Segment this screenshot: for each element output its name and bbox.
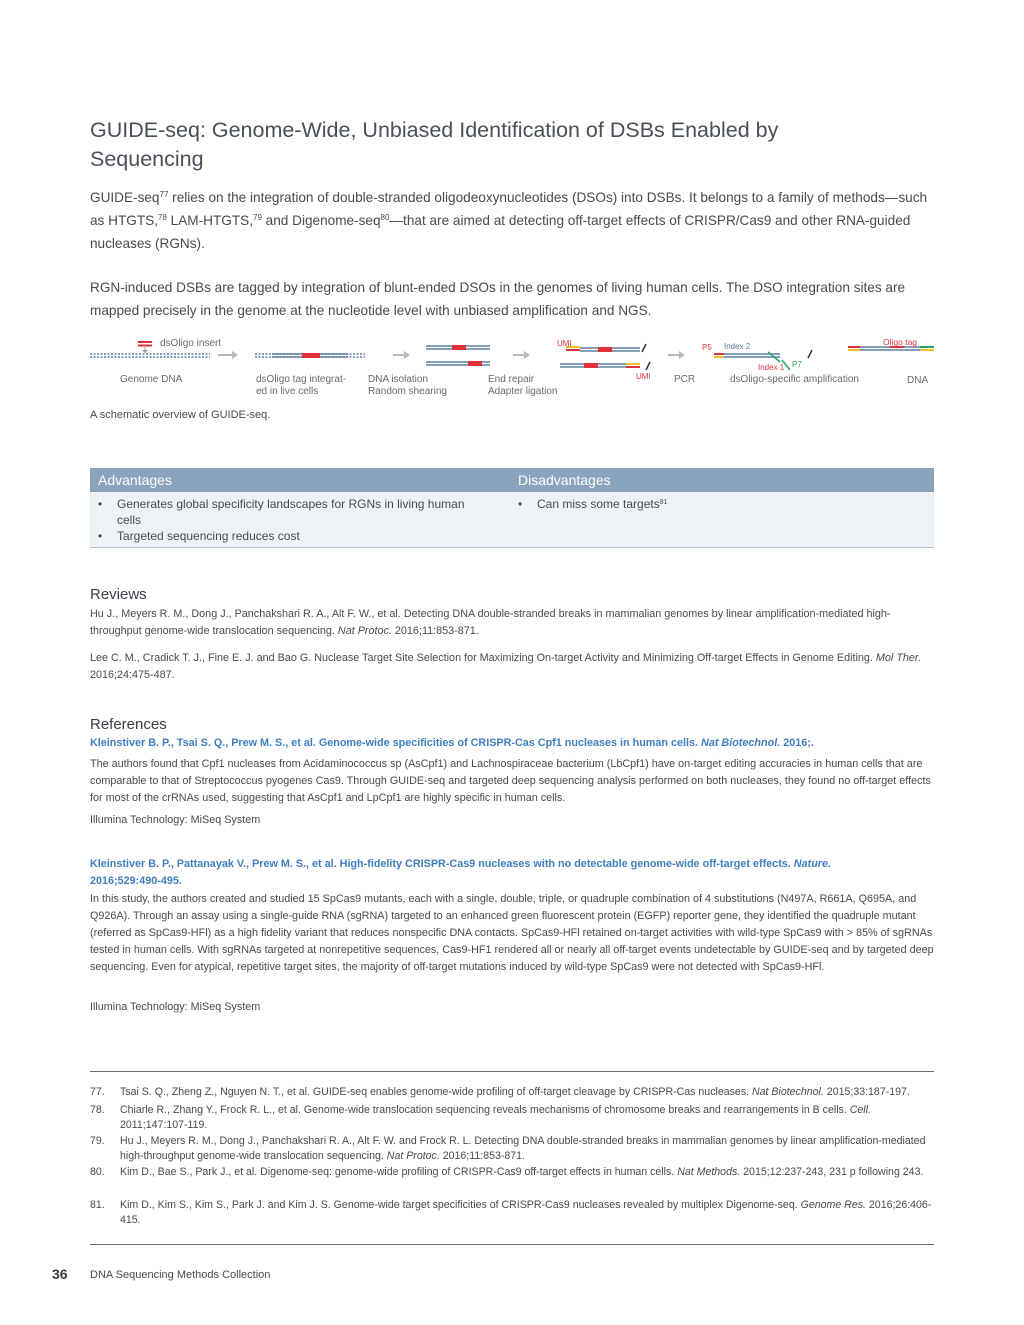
label-dna-isolation-line1: DNA isolation <box>368 374 429 385</box>
footnote-citation: 2015;33:187-197. <box>823 1086 910 1098</box>
footnote-81 <box>90 1198 934 1227</box>
footnote-citation: 2011;147:107-119. <box>120 1118 208 1131</box>
footnote-text <box>120 1103 932 1132</box>
footnote-text <box>120 1134 932 1163</box>
integrated-dna-strand <box>255 353 365 358</box>
references-heading: References <box>90 716 167 733</box>
review-text: 2016;24:475-487. <box>90 668 175 681</box>
label-pcr: PCR <box>674 374 696 385</box>
footnote-citation: Kim D., Bae S., Park J., et al. Digenome-seq: genome-wide profiling of CRISPR-Cas9 off-target effects in human cells. <box>120 1166 678 1178</box>
footnote-citation: Chiarle R., Zhang Y., Frock R. L., et al. Genome-wide translocation sequencing reveals mechanisms of chromosome breaks and rearrangements in B cells. <box>120 1104 850 1116</box>
label-end-repair-line1: End repair <box>488 374 535 385</box>
table-header <box>90 468 934 492</box>
footnote-citation: 2016;26:406-415. <box>120 1199 932 1226</box>
umi-label-bottom: UMI <box>636 372 651 381</box>
label-dna: DNA <box>907 375 929 386</box>
footnote-journal: Nat Methods. <box>677 1166 741 1178</box>
advantages-list <box>90 496 510 544</box>
footnote-citation: 2015;12:237-243, 231 p following 243. <box>740 1166 924 1178</box>
reviews-heading: Reviews <box>90 586 147 603</box>
umi-label-top: UMI <box>557 339 572 348</box>
footnote-79 <box>90 1134 934 1163</box>
reference-2-technology: Illumina Technology: MiSeq System <box>90 1001 261 1013</box>
intro-paragraph-1 <box>90 186 934 255</box>
reference-title-text: Kleinstiver B. P., Tsai S. Q., Prew M. S., et al. Genome-wide specificities of CRISPR-Cas Cpf1 nucleases in human cells. <box>90 737 702 749</box>
reference-2-title[interactable] <box>90 856 890 889</box>
p7-label: P7 <box>792 360 802 369</box>
footnote-citation: 2016;11:853-871. <box>439 1149 526 1162</box>
index1-label: Index 1 <box>758 363 785 372</box>
table-body <box>90 492 934 544</box>
footnotes-top-rule <box>90 1071 934 1072</box>
reference-title-text: Kleinstiver B. P., Pattanayak V., Prew M. S., et al. High-fidelity CRISPR-Cas9 nucleases with no detectable genome-wide off-target effects. <box>90 858 794 870</box>
footnote-journal: Cell. <box>849 1104 871 1116</box>
intro-text: —that are aimed at detecting off-target effects of CRISPR/Cas9 and other RNA-guided nucleases (RGNs). <box>90 213 911 251</box>
footnote-80 <box>90 1165 934 1180</box>
adapter-ligated-fragments <box>560 344 650 370</box>
intro-text: LAM-HTGTS, <box>166 213 253 228</box>
review-journal: Mol Ther. <box>875 652 922 664</box>
footnote-citation: Tsai S. Q., Zheng Z., Nguyen N. T., et al. GUIDE-seq enables genome-wide profiling of off-target cleavage by CRISPR-Cas nucleases. <box>120 1086 752 1098</box>
dsoligo-insert-label: dsOligo insert <box>160 338 222 349</box>
reference-year: 2016;529:490-495. <box>90 874 182 887</box>
intro-text: relies on the integration of double-stranded oligodeoxynucleotides (DSOs) into DSBs. It belongs to a family of methods—such as HTGTS, <box>90 190 928 228</box>
reference-journal: Nat Biotechnol. <box>701 737 781 749</box>
label-end-repair-line2: Adapter ligation <box>488 386 558 397</box>
disadvantages-list <box>510 496 934 512</box>
label-specific-amplification: dsOligo-specific amplification <box>730 374 859 385</box>
review-journal: Nat Protoc. <box>337 624 392 637</box>
footnote-text <box>120 1198 932 1227</box>
disadvantages-header: Disadvantages <box>518 472 611 488</box>
footnote-citation: Kim D., Kim S., Kim S., Park J. and Kim J. S. Genome-wide target specificities of CRISPR-Cas9 nucleases revealed by multiplex Digenome-seq. <box>120 1199 801 1211</box>
footnote-journal: Nat Protoc. <box>386 1149 440 1162</box>
footnote-text <box>120 1085 932 1100</box>
footnote-citation: Hu J., Meyers R. M., Dong J., Panchakshari R. A., Alt F. W. and Frock R. L. Detecting DNA double-stranded breaks in mammalian genomes by linear amplification-mediated high-throughput genome-wide translocation sequencing. <box>120 1135 926 1162</box>
footnote-journal: Genome Res. <box>800 1199 866 1211</box>
citation-sup: 80 <box>380 213 390 222</box>
footnote-journal: Nat Biotechnol. <box>752 1086 824 1098</box>
review-text: Lee C. M., Cradick T. J., Fine E. J. and Bao G. Nuclease Target Site Selection for Maximizing On-target Activity and Minimizing Off-target Effects in Genome Editing. <box>90 652 876 664</box>
disadvantage-item <box>518 496 898 512</box>
advantage-item: • Targeted sequencing reduces cost <box>98 528 478 544</box>
page <box>90 0 934 1325</box>
review-text: 2016;11:853-871. <box>391 624 479 637</box>
review-text: Hu J., Meyers R. M., Dong J., Panchakshari R. A., Alt F. W., et al. Detecting DNA double-stranded breaks in mammalian genomes by linear amplification-mediated high-throughput genome-wide translocation sequencing. <box>90 608 891 637</box>
citation-sup: 79 <box>253 213 262 222</box>
footnote-77 <box>90 1085 934 1100</box>
intro-text: and Digenome-seq <box>261 213 381 228</box>
review-entry-2 <box>90 650 934 683</box>
footnote-text <box>120 1165 932 1180</box>
page-title: GUIDE-seq: Genome-Wide, Unbiased Identification of DSBs Enabled by Sequencing <box>90 118 779 171</box>
footnote-number: 77. <box>90 1086 105 1098</box>
reference-year: 2016;. <box>780 737 814 749</box>
citation-sup: 77 <box>159 190 169 199</box>
footnote-number: 78. <box>90 1104 105 1116</box>
footnotes-bottom-rule <box>90 1244 934 1245</box>
citation-sup: 81 <box>659 499 668 506</box>
disadvantage-text: Can miss some targets <box>537 497 660 511</box>
reference-1-summary: The authors found that Cpf1 nucleases from Acidaminococcus sp (AsCpf1) and Lachnospiraceae bacterium (LbCpf1) have on-target editing accuracies in human cells that are comparable to that of Streptococcus pyogenes Cas9. Through GUIDE-seq and targeted deep sequencing analysis performed on both nucleases, they found no off-target effects for most of the crRNAs used, suggesting that AsCpf1 and LpCpf1 are highly specific in human cells. <box>90 758 931 804</box>
label-dsoligo-tag-line2: ed in live cells <box>256 386 319 397</box>
footnote-number: 79. <box>90 1135 105 1147</box>
step-arrow <box>218 351 238 359</box>
page-number: 36 <box>52 1266 68 1282</box>
footnote-78 <box>90 1103 934 1132</box>
step-arrow <box>513 351 530 359</box>
p5-label: P5 <box>702 343 712 352</box>
advantages-header: Advantages <box>98 472 172 488</box>
advantage-item: • Generates global specificity landscapes for RGNs in living human cells <box>98 496 478 528</box>
intro-paragraph-2: RGN-induced DSBs are tagged by integration of blunt-ended DSOs in the genomes of living human cells. The DSO integration sites are mapped precisely in the genome at the nucleotide level with unbiased amplification and NGS. <box>90 280 906 318</box>
oligo-tag-label: Oligo tag <box>883 337 918 347</box>
sheared-dna-fragments <box>426 345 490 366</box>
disadvantages-column <box>510 496 934 544</box>
step-arrow <box>668 351 685 359</box>
reference-2-summary: In this study, the authors created and studied 15 SpCas9 mutants, each with a single, double, triple, or quadruple combination of 4 substitutions (N497A, R661A, Q695A, and Q926A). Through an assay using a single-guide RNA (sgRNA) targeted to an enhanced green fluorescent protein (EGFP) reporter gene, they identified the quadruple mutant (referred as SpCas9-HFl) as a high fidelity variant that reduces nonspecific DNA contacts. SpCas9-HFl retained on-target activities with wild-type SpCas9 with > 85% of sgRNAs tested in human cells. With sgRNAs targeted at nonrepetitive sequences, Cas9-HF1 rendered all or nearly all off-target events undetectable by GUIDE-seq and by targeted deep sequencing. Even for atypical, repetitive target sites, the majority of off-target mutations induced by wild-type SpCas9 were not detected with SpCas9-HFl. <box>90 893 934 973</box>
label-genome-dna: Genome DNA <box>120 374 183 385</box>
label-dna-isolation-line2: Random shearing <box>368 386 447 397</box>
footnote-number: 80. <box>90 1166 105 1178</box>
footnote-number: 81. <box>90 1199 105 1211</box>
reference-1-title[interactable] <box>90 735 934 752</box>
label-dsoligo-tag-line1: dsOligo tag integrat- <box>256 374 347 385</box>
citation-sup: 78 <box>157 213 167 222</box>
reference-journal: Nature. <box>793 858 831 870</box>
index2-label: Index 2 <box>724 342 751 351</box>
advantages-column <box>90 496 510 544</box>
advantages-disadvantages-table <box>90 468 934 548</box>
reference-1-technology: Illumina Technology: MiSeq System <box>90 814 261 826</box>
step-arrow <box>393 351 410 359</box>
schematic-caption: A schematic overview of GUIDE-seq. <box>90 409 271 421</box>
footer-collection-title: DNA Sequencing Methods Collection <box>90 1269 271 1281</box>
intro-text: GUIDE-seq <box>90 190 160 205</box>
review-entry-1 <box>90 606 934 639</box>
guide-seq-schematic <box>90 332 934 404</box>
